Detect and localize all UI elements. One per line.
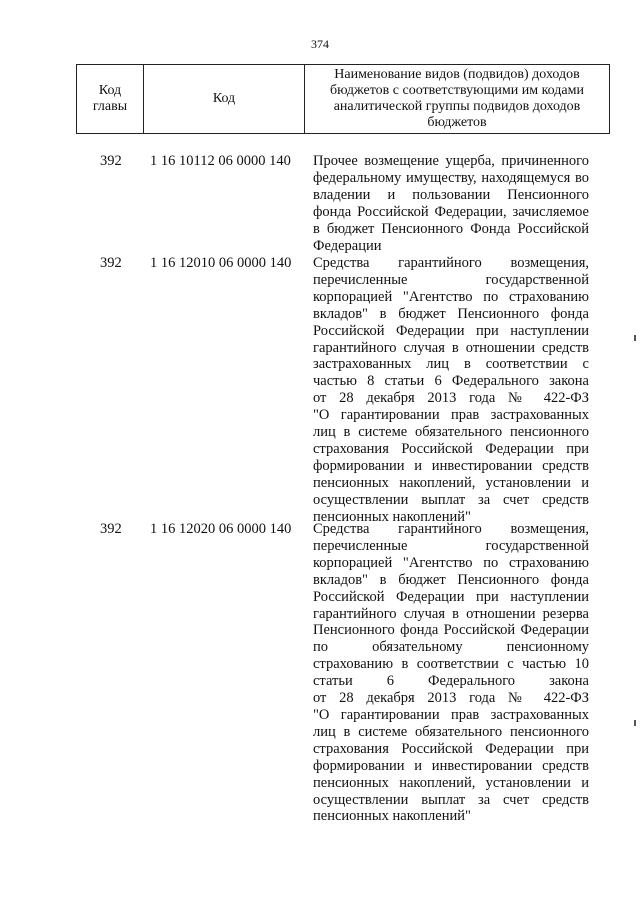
header-name [305, 65, 610, 134]
row-name-line: лиц в системе обязательного пенсионного [313, 723, 589, 740]
row-name-line: страхования Российской Федерации при [313, 740, 589, 757]
row-name-line: осуществлении выплат за счет средств [313, 491, 589, 508]
row-name-line: статьи 6 Федерального закона [313, 673, 589, 690]
header-name-line-4: бюджетов [427, 115, 487, 130]
row-name-line: Российской Федерации при наступлении [313, 322, 589, 339]
row-name-line: корпорацией "Агентство по страхованию [313, 554, 589, 571]
row-name-line: от 28 декабря 2013 года № 422-ФЗ [313, 390, 589, 407]
header-kod-glavy-line-2: главы [92, 99, 128, 114]
row-name [313, 153, 589, 254]
row-kod: 1 16 12020 06 0000 140 [150, 521, 292, 537]
row-name-line: Прочее возмещение ущерба, причиненного [313, 153, 589, 169]
row-name-line: фонда Российской Федерации, зачисляемое [313, 203, 589, 220]
row-name-line: Федерации [313, 237, 382, 254]
row-name-line: пенсионных накоплений" [313, 808, 471, 825]
row-name-line: осуществлении выплат за счет средств [313, 791, 589, 808]
scan-edge-mark [634, 335, 636, 341]
row-name-line: федеральному имуществу, находящемуся во [313, 169, 589, 186]
row-name-line: застрахованных лиц в соответствии с [313, 356, 589, 373]
header-kod-glavy-line-1: Код [98, 83, 122, 98]
row-name-line: вкладов" в бюджет Пенсионного фонда [313, 305, 589, 322]
row-kod-glavy: 392 [100, 153, 122, 169]
table-header [76, 64, 610, 134]
row-name-line: пенсионных накоплений" [313, 508, 471, 525]
row-name-line: перечисленные государственной [313, 271, 589, 288]
row-name-line: "О гарантировании прав застрахованных [313, 706, 589, 723]
row-name-line: Средства гарантийного возмещения, [313, 521, 589, 537]
header-kod-glavy [77, 65, 144, 134]
row-name-line: вкладов" в бюджет Пенсионного фонда [313, 571, 589, 588]
row-name-line: Средства гарантийного возмещения, [313, 255, 589, 271]
page-number: 374 [311, 37, 329, 51]
row-name [313, 255, 589, 526]
row-name-line: гарантийного случая в отношении средств [313, 339, 589, 356]
row-name-line: частью 8 статьи 6 Федерального закона [313, 373, 589, 390]
header-name-line-3: аналитической группы подвидов доходов [333, 99, 581, 114]
header-kod: Код [144, 65, 305, 134]
row-name [313, 521, 589, 825]
row-name-line: корпорацией "Агентство по страхованию [313, 288, 589, 305]
row-name-line: перечисленные государственной [313, 537, 589, 554]
row-name-line: страхованию в соответствии с частью 10 [313, 656, 589, 673]
scan-edge-mark [634, 720, 636, 726]
row-name-line: пенсионных накоплений, установлении и [313, 774, 589, 791]
row-kod-glavy: 392 [100, 255, 122, 271]
row-name-line: Российской Федерации при наступлении [313, 588, 589, 605]
row-kod: 1 16 10112 06 0000 140 [150, 153, 291, 169]
row-kod: 1 16 12010 06 0000 140 [150, 255, 292, 271]
row-name-line: владении и пользовании Пенсионного [313, 186, 589, 203]
header-name-line-2: бюджетов с соответствующими им кодами [330, 83, 584, 98]
row-name-line: Пенсионного фонда Российской Федерации [313, 622, 589, 639]
row-name-line: гарантийного случая в отношении резерва [313, 605, 589, 622]
row-name-line: лиц в системе обязательного пенсионного [313, 424, 589, 441]
row-name-line: в бюджет Пенсионного Фонда Российской [313, 220, 589, 237]
row-kod-glavy: 392 [100, 521, 122, 537]
row-name-line: формировании и инвестировании средств [313, 757, 589, 774]
row-name-line: формировании и инвестировании средств [313, 457, 589, 474]
row-name-line: от 28 декабря 2013 года № 422-ФЗ [313, 690, 589, 707]
row-name-line: пенсионных накоплений, установлении и [313, 474, 589, 491]
header-name-line-1: Наименование видов (подвидов) доходов [334, 67, 580, 82]
row-name-line: страхования Российской Федерации при [313, 440, 589, 457]
row-name-line: "О гарантировании прав застрахованных [313, 407, 589, 424]
row-name-line: по обязательному пенсионному [313, 639, 589, 656]
